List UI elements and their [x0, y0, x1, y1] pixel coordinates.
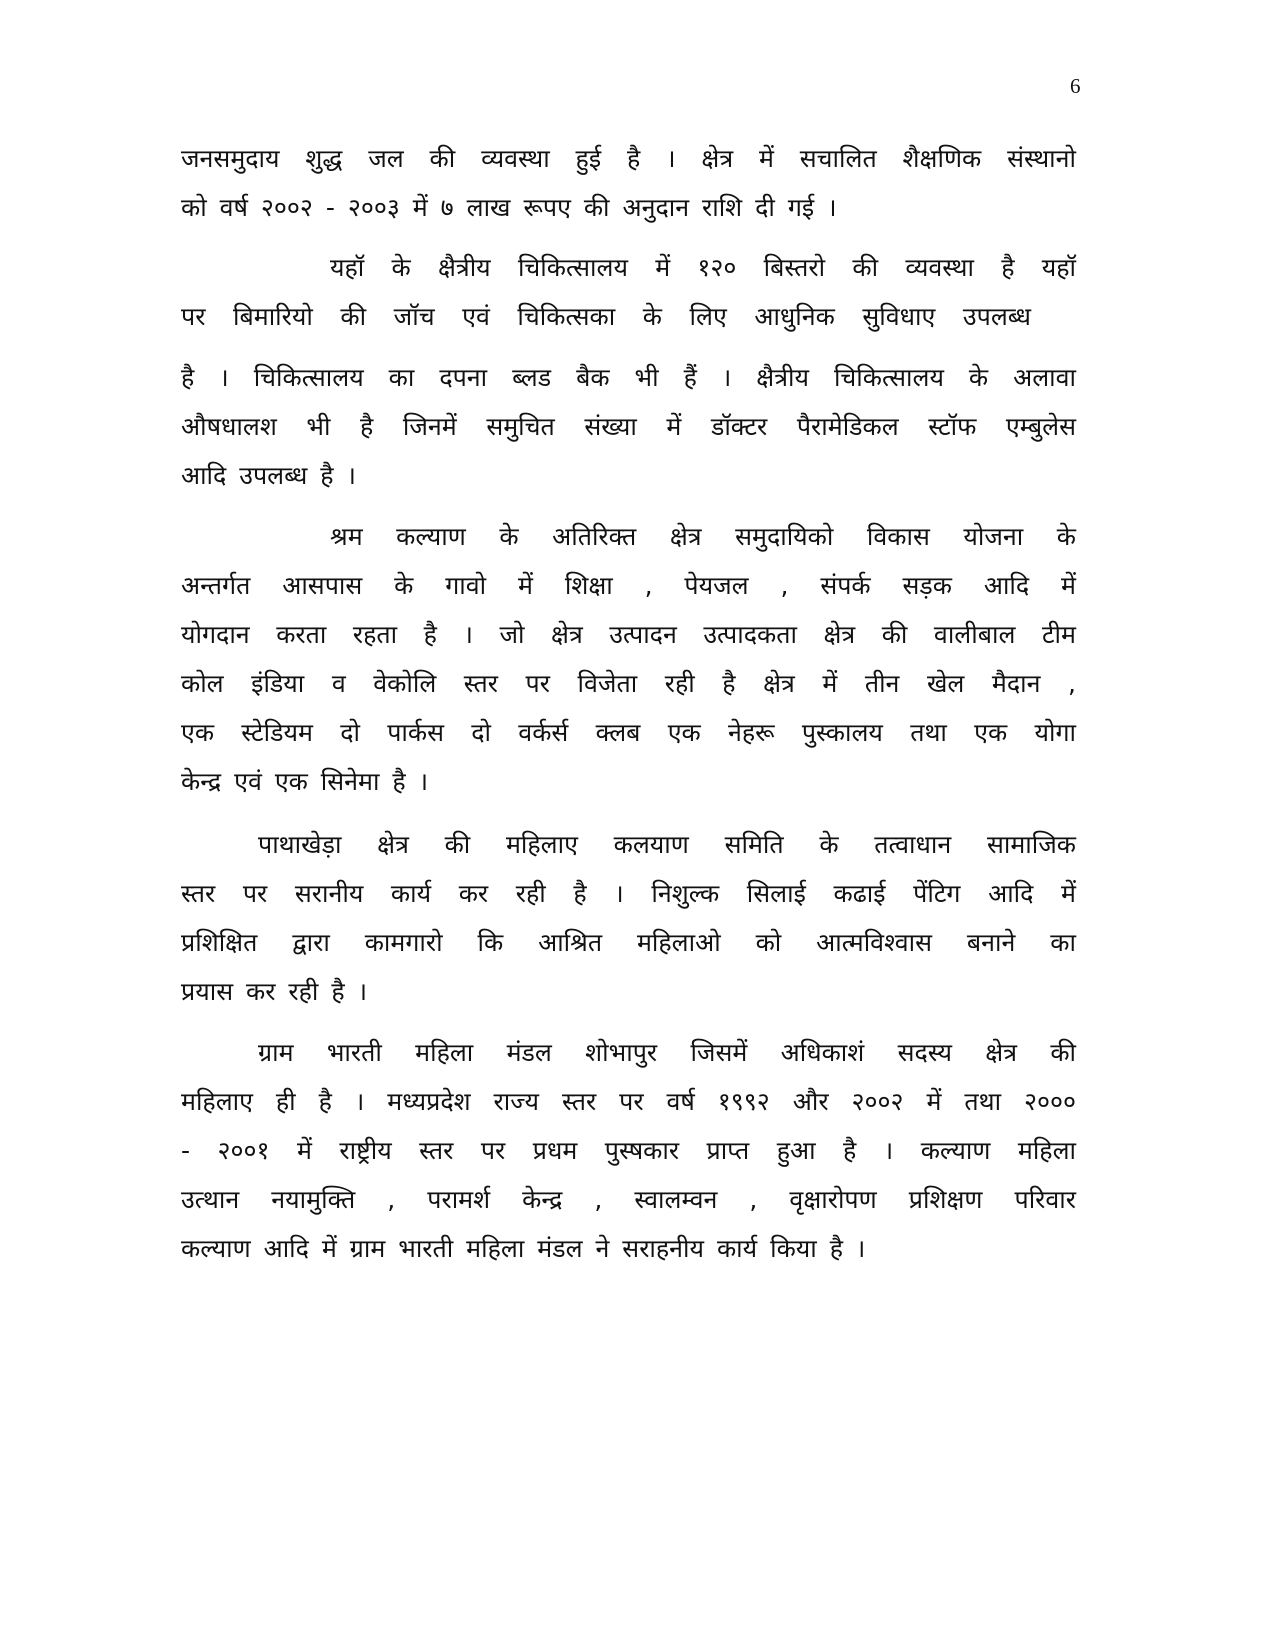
text-line: उत्थान नयामुक्ति , परामर्श केन्द्र , स्वालम्वन , वृक्षारोपण प्रशिक्षण परिवार: [181, 1185, 1076, 1214]
text-line: योगदान करता रहता है । जो क्षेत्र उत्पादन उत्पादकता क्षेत्र की वालीबाल टीम: [181, 620, 1076, 649]
text-line: - २००१ में राष्ट्रीय स्तर पर प्रधम पुस्षकार प्राप्त हुआ है । कल्याण महिला: [181, 1136, 1076, 1165]
text-line: केन्द्र एवं एक सिनेमा है ।: [181, 767, 429, 796]
text-line: स्तर पर सरानीय कार्य कर रही है । निशुल्क सिलाई कढाई पेंटिग आदि में: [181, 879, 1076, 908]
text-line: कल्याण आदि में ग्राम भारती महिला मंडल ने सराहनीय कार्य किया है ।: [181, 1234, 866, 1263]
text-line: महिलाए ही है । मध्यप्रदेश राज्य स्तर पर वर्ष १९९२ और २००२ में तथा २०००: [181, 1087, 1076, 1116]
text-line: पाथाखेड़ा क्षेत्र की महिलाए कलयाण समिति के तत्वाधान सामाजिक: [258, 830, 1076, 859]
text-line: श्रम कल्याण के अतिरिक्त क्षेत्र समुदायिको विकास योजना के: [330, 522, 1076, 551]
text-line: प्रशिक्षित द्वारा कामगारो कि आश्रित महिलाओ को आत्मविश्वास बनाने का: [181, 928, 1076, 957]
text-line: औषधालश भी है जिनमें समुचित संख्या में डॉक्टर पैरामेडिकल स्टॉफ एम्बुलेस: [181, 412, 1076, 441]
text-line: है । चिकित्सालय का दपना ब्लड बैक भी हैं । क्षैत्रीय चिकित्सालय के अलावा: [181, 363, 1076, 392]
text-line: कोल इंडिया व वेकोलि स्तर पर विजेता रही है क्षेत्र में तीन खेल मैदान ,: [181, 669, 1076, 698]
text-line: यहॉ के क्षैत्रीय चिकित्सालय में १२० बिस्तरो की व्यवस्था है यहॉ: [330, 253, 1076, 282]
text-line: जनसमुदाय शुद्ध जल की व्यवस्था हुई है । क्षेत्र में सचालित शैक्षणिक संस्थानो: [181, 144, 1076, 173]
text-line: आदि उपलब्ध है ।: [181, 461, 356, 490]
text-line: अन्तर्गत आसपास के गावो में शिक्षा , पेयजल , संपर्क सड़क आदि में: [181, 571, 1076, 600]
text-line: एक स्टेडियम दो पार्कस दो वर्कर्स क्लब एक नेहरू पुस्कालय तथा एक योगा: [181, 718, 1076, 747]
text-line: प्रयास कर रही है ।: [181, 977, 368, 1006]
page-number: 6: [1070, 74, 1081, 98]
text-line: को वर्ष २००२ - २००३ में ७ लाख रूपए की अनुदान राशि दी गई ।: [181, 193, 837, 222]
text-line: पर बिमारियो की जॉच एवं चिकित्सका के लिए आधुनिक सुविधाए उपलब्ध: [181, 302, 1031, 331]
text-line: ग्राम भारती महिला मंडल शोभापुर जिसमें अधिकाशं सदस्य क्षेत्र की: [258, 1038, 1076, 1067]
